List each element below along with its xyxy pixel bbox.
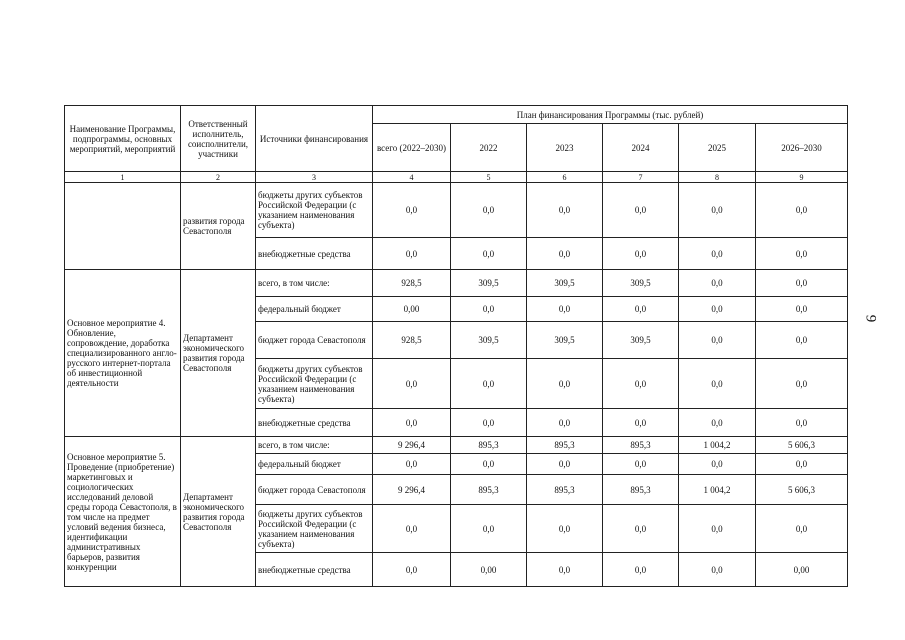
value-cell: 0,0 xyxy=(451,454,527,475)
value-cell: 0,0 xyxy=(451,183,527,238)
value-cell: 0,0 xyxy=(756,454,848,475)
value-cell: 0,0 xyxy=(679,322,756,359)
value-cell: 0,0 xyxy=(679,270,756,297)
value-cell: 0,0 xyxy=(527,505,603,553)
executor-cell: развития города Севастополя xyxy=(181,183,256,270)
value-cell: 0,0 xyxy=(679,238,756,270)
value-cell: 309,5 xyxy=(451,322,527,359)
value-cell: 0,0 xyxy=(679,454,756,475)
value-cell: 0,0 xyxy=(603,238,679,270)
column-number: 5 xyxy=(451,172,527,183)
value-cell: 0,0 xyxy=(373,454,451,475)
column-number: 3 xyxy=(256,172,373,183)
value-cell: 0,0 xyxy=(527,359,603,409)
value-cell: 0,0 xyxy=(451,238,527,270)
activity-name: Основное мероприятие 4. Обновление, сопровождение, доработка специализированного англо-русского интернет-портала об инвестиционной деятельности xyxy=(65,270,181,437)
value-cell: 0,0 xyxy=(603,505,679,553)
header-executor: Ответственный исполнитель, соисполнители, участники xyxy=(181,106,256,172)
value-cell: 0,0 xyxy=(373,238,451,270)
column-number: 6 xyxy=(527,172,603,183)
source-cell: внебюджетные средства xyxy=(256,553,373,587)
column-number: 9 xyxy=(756,172,848,183)
header-year: 2023 xyxy=(527,124,603,172)
value-cell: 0,0 xyxy=(527,238,603,270)
value-cell: 0,0 xyxy=(373,183,451,238)
executor-cell: Департамент экономического развития города Севастополя xyxy=(181,270,256,437)
financing-table xyxy=(64,105,848,587)
value-cell: 0,0 xyxy=(603,454,679,475)
value-cell: 0,0 xyxy=(679,183,756,238)
value-cell: 0,0 xyxy=(756,322,848,359)
source-cell: внебюджетные средства xyxy=(256,409,373,437)
value-cell: 0,0 xyxy=(756,183,848,238)
activity-name: Основное мероприятие 5. Проведение (приобретение) маркетинговых и социологических исследований деловой среды города Севастополя, в том числе на предмет условий ведения бизнеса, идентификации административных барьеров, развития конкуренции xyxy=(65,437,181,587)
header-year: всего (2022–2030) xyxy=(373,124,451,172)
header-plan: План финансирования Программы (тыс. рублей) xyxy=(373,106,848,124)
value-cell: 0,0 xyxy=(373,505,451,553)
value-cell: 309,5 xyxy=(527,270,603,297)
header-year: 2022 xyxy=(451,124,527,172)
value-cell: 895,3 xyxy=(451,437,527,454)
value-cell: 0,00 xyxy=(451,553,527,587)
value-cell: 0,0 xyxy=(603,297,679,322)
column-number: 1 xyxy=(65,172,181,183)
page-number: 9 xyxy=(862,314,879,323)
value-cell: 309,5 xyxy=(603,322,679,359)
value-cell: 895,3 xyxy=(527,437,603,454)
value-cell: 0,0 xyxy=(756,359,848,409)
value-cell: 0,0 xyxy=(527,553,603,587)
column-number: 8 xyxy=(679,172,756,183)
value-cell: 1 004,2 xyxy=(679,437,756,454)
source-cell: бюджет города Севастополя xyxy=(256,322,373,359)
value-cell: 309,5 xyxy=(451,270,527,297)
header-year: 2025 xyxy=(679,124,756,172)
value-cell: 0,00 xyxy=(756,553,848,587)
value-cell: 0,00 xyxy=(373,297,451,322)
value-cell: 5 606,3 xyxy=(756,475,848,505)
value-cell: 0,0 xyxy=(451,297,527,322)
value-cell: 0,0 xyxy=(756,409,848,437)
value-cell: 0,0 xyxy=(373,409,451,437)
value-cell: 928,5 xyxy=(373,322,451,359)
value-cell: 0,0 xyxy=(679,409,756,437)
value-cell: 0,0 xyxy=(527,454,603,475)
value-cell: 0,0 xyxy=(679,505,756,553)
value-cell: 0,0 xyxy=(756,297,848,322)
activity-name xyxy=(65,183,181,270)
value-cell: 895,3 xyxy=(603,475,679,505)
value-cell: 0,0 xyxy=(373,359,451,409)
source-cell: бюджеты других субъектов Российской Федерации (с указанием наименования субъекта) xyxy=(256,183,373,238)
value-cell: 895,3 xyxy=(603,437,679,454)
column-number: 4 xyxy=(373,172,451,183)
source-cell: всего, в том числе: xyxy=(256,437,373,454)
source-cell: внебюджетные средства xyxy=(256,238,373,270)
column-number: 7 xyxy=(603,172,679,183)
value-cell: 0,0 xyxy=(527,409,603,437)
value-cell: 0,0 xyxy=(603,359,679,409)
table-row xyxy=(65,437,848,454)
value-cell: 0,0 xyxy=(603,553,679,587)
value-cell: 0,0 xyxy=(603,183,679,238)
value-cell: 0,0 xyxy=(679,297,756,322)
value-cell: 895,3 xyxy=(527,475,603,505)
value-cell: 0,0 xyxy=(756,270,848,297)
source-cell: федеральный бюджет xyxy=(256,454,373,475)
value-cell: 0,0 xyxy=(679,359,756,409)
value-cell: 0,0 xyxy=(603,409,679,437)
value-cell: 0,0 xyxy=(527,297,603,322)
table-row xyxy=(65,270,848,297)
value-cell: 0,0 xyxy=(451,409,527,437)
header-year: 2024 xyxy=(603,124,679,172)
value-cell: 5 606,3 xyxy=(756,437,848,454)
value-cell: 0,0 xyxy=(756,505,848,553)
header-year: 2026–2030 xyxy=(756,124,848,172)
value-cell: 0,0 xyxy=(373,553,451,587)
value-cell: 0,0 xyxy=(451,505,527,553)
value-cell: 9 296,4 xyxy=(373,475,451,505)
value-cell: 895,3 xyxy=(451,475,527,505)
value-cell: 928,5 xyxy=(373,270,451,297)
value-cell: 0,0 xyxy=(451,359,527,409)
executor-cell: Департамент экономического развития города Севастополя xyxy=(181,437,256,587)
value-cell: 0,0 xyxy=(756,238,848,270)
table-row xyxy=(65,183,848,238)
header-source: Источники финансирования xyxy=(256,106,373,172)
value-cell: 1 004,2 xyxy=(679,475,756,505)
column-number: 2 xyxy=(181,172,256,183)
value-cell: 0,0 xyxy=(679,553,756,587)
source-cell: федеральный бюджет xyxy=(256,297,373,322)
header-name: Наименование Программы, подпрограммы, основных мероприятий, мероприятий xyxy=(65,106,181,172)
value-cell: 9 296,4 xyxy=(373,437,451,454)
value-cell: 309,5 xyxy=(527,322,603,359)
value-cell: 309,5 xyxy=(603,270,679,297)
source-cell: бюджет города Севастополя xyxy=(256,475,373,505)
value-cell: 0,0 xyxy=(527,183,603,238)
source-cell: бюджеты других субъектов Российской Федерации (с указанием наименования субъекта) xyxy=(256,505,373,553)
source-cell: бюджеты других субъектов Российской Федерации (с указанием наименования субъекта) xyxy=(256,359,373,409)
source-cell: всего, в том числе: xyxy=(256,270,373,297)
